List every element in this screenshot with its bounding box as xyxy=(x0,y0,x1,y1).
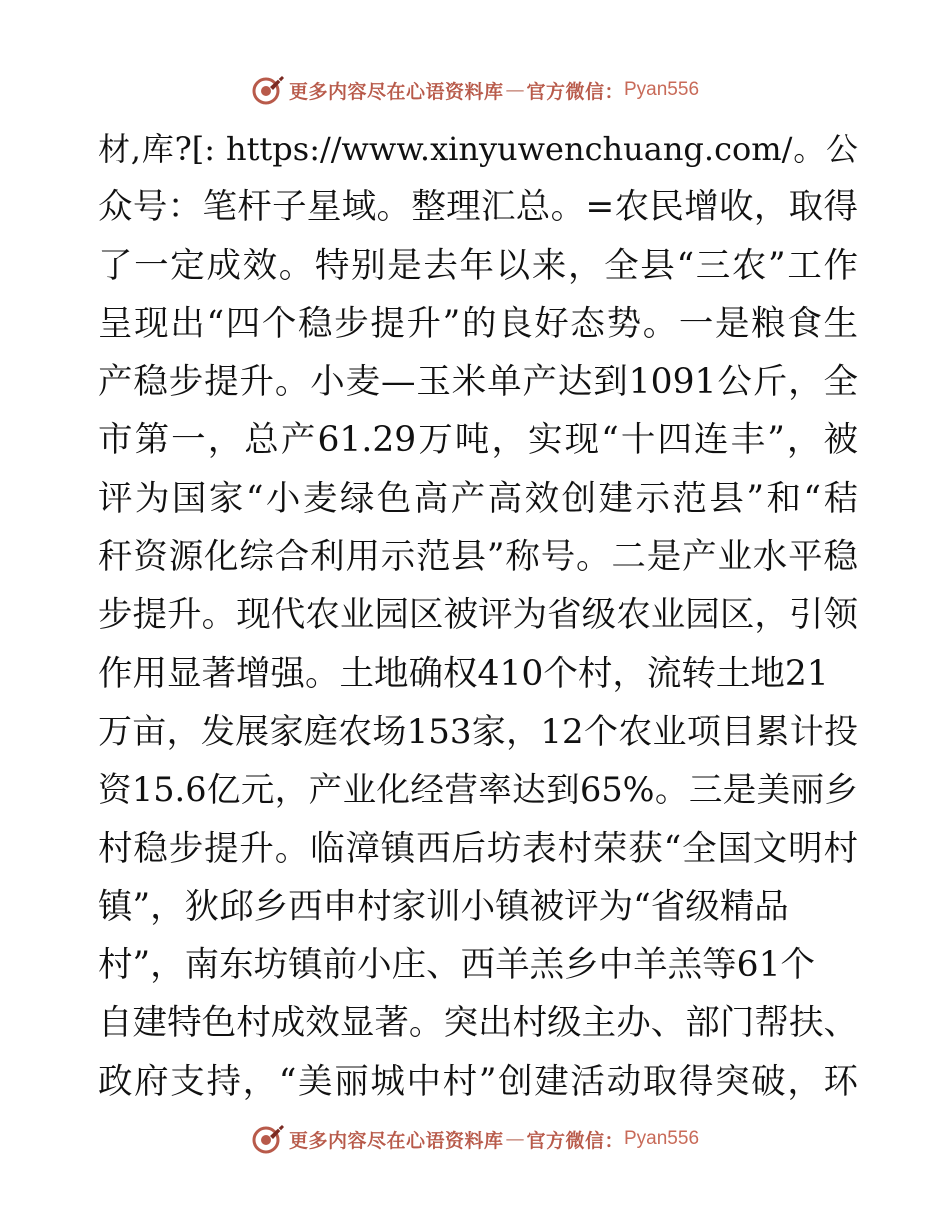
logo-icon xyxy=(251,1122,285,1156)
body-line: 资15.6亿元，产业化经营率达到65%。三是美丽乡 xyxy=(98,770,858,810)
body-line: 自建特色村成效显著。突出村级主办、部门帮扶、 xyxy=(98,1003,858,1044)
body-text xyxy=(98,120,858,1111)
body-line: 呈现出“四个稳步提升”的良好态势。一是粮食生 xyxy=(98,303,858,344)
body-line: 政府支持，“美丽城中村”创建活动取得突破，环 xyxy=(98,1061,858,1102)
footer-banner-official: 官方微信： xyxy=(526,1129,624,1152)
body-line: 村稳步提升。临漳镇西后坊表村荣获“全国文明村 xyxy=(98,828,858,869)
footer-banner-wechat-id: Pyan556 xyxy=(624,1128,700,1149)
body-line: 步提升。现代农业园区被评为省级农业园区，引领 xyxy=(98,595,858,636)
body-line: 评为国家“小麦绿色高产高效创建示范县”和“秸 xyxy=(98,478,858,519)
body-line: 材,库?[: https://www.xinyuwenchuang.com/。公 xyxy=(98,130,858,168)
header-banner xyxy=(0,72,950,108)
body-line: 市第一，总产61.29万吨，实现“十四连丰”，被 xyxy=(98,420,858,461)
body-line: 众号：笔杆子星域。整理汇总。=农民增收，取得 xyxy=(98,187,858,228)
header-banner-separator: — xyxy=(505,79,525,101)
header-banner-wechat-id: Pyan556 xyxy=(624,79,700,100)
body-line: 了一定成效。特别是去年以来，全县“三农”工作 xyxy=(98,245,858,286)
body-line: 产稳步提升。小麦—玉米单产达到1091公斤，全 xyxy=(98,362,858,403)
footer-banner xyxy=(0,1121,950,1157)
footer-banner-text: 更多内容尽在心语资料库 xyxy=(288,1129,504,1152)
body-line: 作用显著增强。土地确权410个村，流转土地21 xyxy=(98,653,829,694)
body-line: 秆资源化综合利用示范县”称号。二是产业水平稳 xyxy=(98,537,858,578)
header-banner-text: 更多内容尽在心语资料库 xyxy=(288,80,504,103)
body-line: 村”，南东坊镇前小庄、西羊羔乡中羊羔等61个 xyxy=(98,945,816,986)
body-line: 万亩，发展家庭农场153家，12个农业项目累计投 xyxy=(98,711,858,752)
logo-icon xyxy=(251,73,285,107)
footer-banner-separator: — xyxy=(505,1128,525,1150)
body-line: 镇”，狄邱乡西申村家训小镇被评为“省级精品 xyxy=(98,886,789,927)
header-banner-official: 官方微信： xyxy=(526,80,624,103)
